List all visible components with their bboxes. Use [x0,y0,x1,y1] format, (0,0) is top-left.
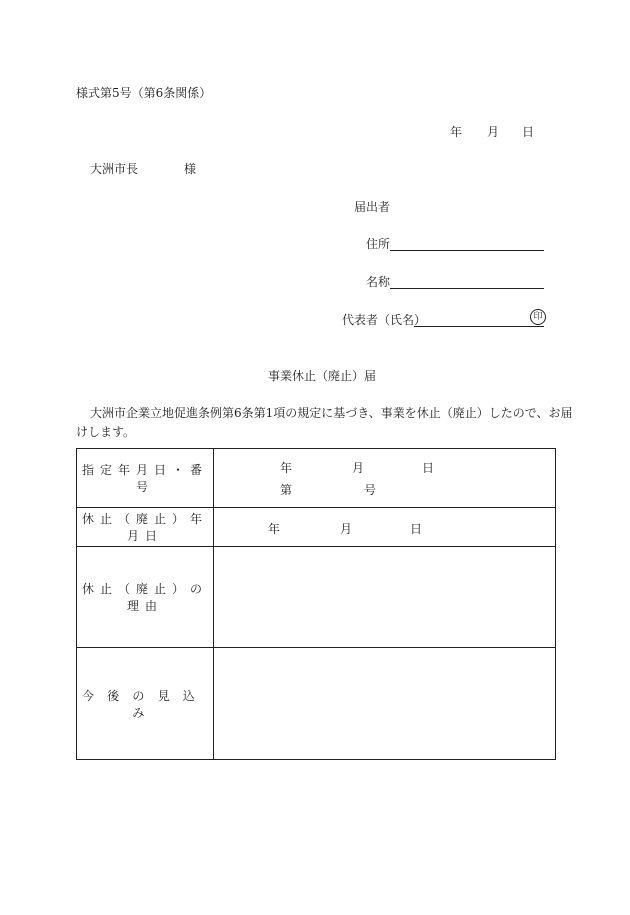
designation-value[interactable] [214,449,556,508]
date-year: 年 [450,125,463,139]
addressee-honorific: 様 [184,162,197,176]
addressee-name: 大洲市長 [90,162,139,176]
body-text-line-1: 大洲市企業立地促進条例第6条第1項の規定に基づき、事業を休止（廃止）したので、お届 [90,406,573,420]
seal-mark: 印 [530,309,546,325]
representative-line[interactable] [414,326,544,327]
notification-table [76,448,556,760]
table-row [77,449,556,508]
address-label: 住所 [366,237,391,251]
date-month: 月 [487,125,500,139]
name-line[interactable] [390,288,544,289]
designation-day: 日 [422,461,435,475]
form-id: 様式第5号（第6条関係） [76,86,212,100]
document-title: 事業休止（廃止）届 [268,369,377,383]
suspension-date-label: 休止（廃止）年月日 [77,508,214,547]
table-row [77,508,556,547]
outlook-label: 今後の見込み [77,648,214,760]
table-row [77,648,556,760]
reason-label: 休止（廃止）の理由 [77,547,214,648]
body-text-line-2: けします。 [76,425,136,439]
suspension-month: 月 [340,522,353,536]
representative-label: 代表者（氏名） [342,313,427,327]
suspension-year: 年 [268,522,281,536]
suspension-date-value[interactable] [214,508,556,547]
designation-dai: 第 [280,483,293,497]
reason-value[interactable] [214,547,556,648]
date-day: 日 [522,125,535,139]
suspension-day: 日 [410,522,423,536]
notifier-heading: 届出者 [354,200,391,214]
outlook-value[interactable] [214,648,556,760]
designation-go: 号 [364,483,377,497]
designation-label: 指定年月日・番号 [77,449,214,508]
address-line[interactable] [390,250,544,251]
table-row [77,547,556,648]
name-label: 名称 [366,275,391,289]
designation-month: 月 [352,461,365,475]
designation-year: 年 [280,461,293,475]
